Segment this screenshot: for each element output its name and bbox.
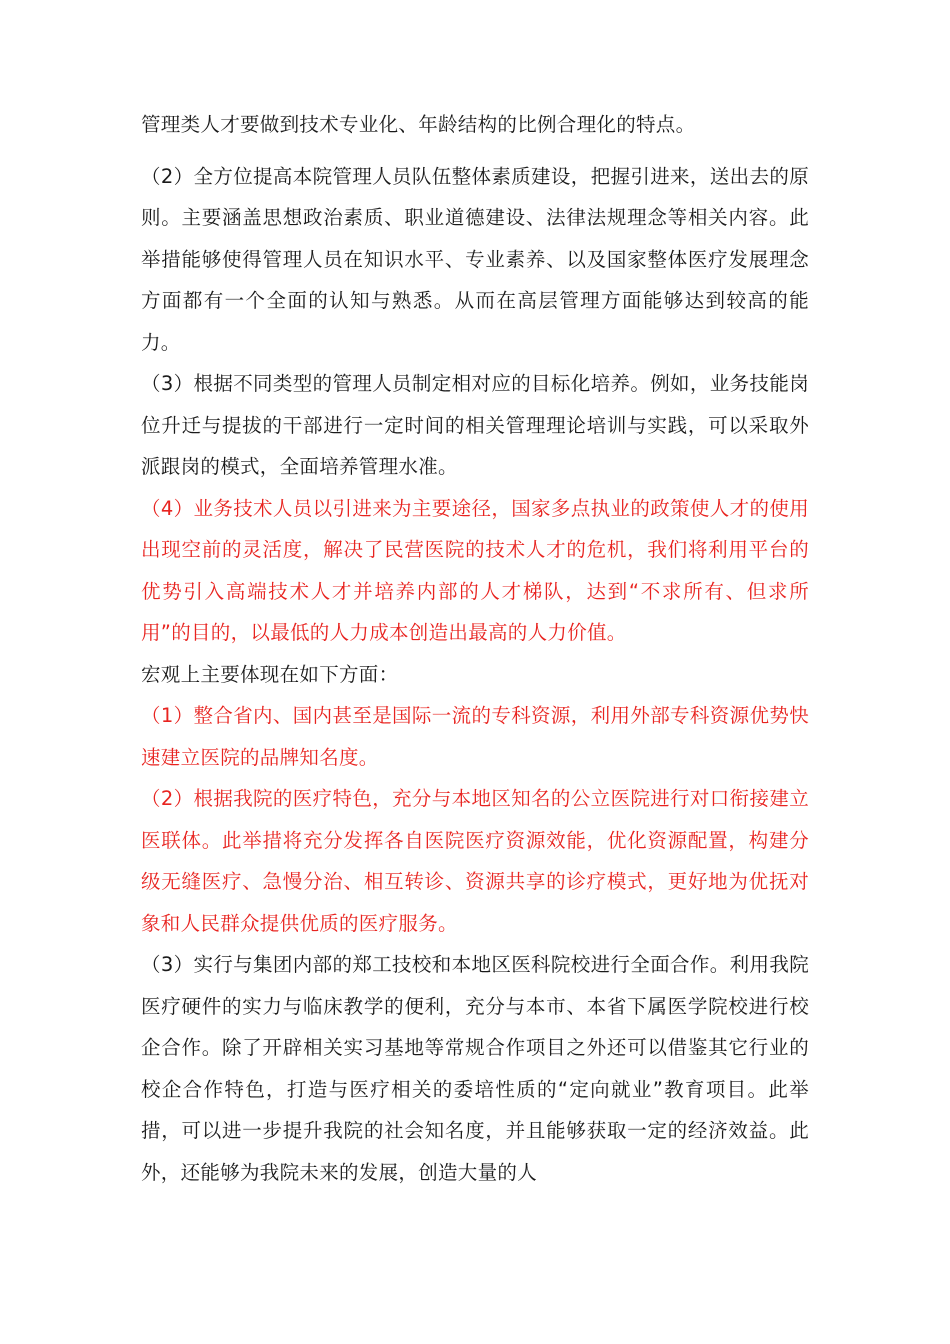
paragraph-macro-heading: 宏观上主要体现在如下方面： bbox=[141, 662, 399, 686]
paragraph-macro-item-2-medical-alliance: （2）根据我院的医疗特色，充分与本地区知名的公立医院进行对口衔接建立医联体。此举措将充分发挥各自医院医疗资源效能，优化资源配置，构建分级无缝医疗、急慢分治、相互转诊、资源共享的诊疗模式，更好地为优抚对象和人民群众提供优质的医疗服务。 bbox=[141, 787, 809, 935]
paragraph-item-4-talent-introduction: （4）业务技术人员以引进来为主要途径，国家多点执业的政策使人才的使用出现空前的灵活度，解决了民营医院的技术人才的危机，我们将利用平台的优势引入高端技术人才并培养内部的人才梯队，达到“不求所有、但求所用”的目的，以最低的人力成本创造出最高的人力价值。 bbox=[141, 496, 809, 644]
paragraph-macro-item-1-specialty-resources: （1）整合省内、国内甚至是国际一流的专科资源，利用外部专科资源优势快速建立医院的品牌知名度。 bbox=[141, 704, 809, 769]
paragraph-gap bbox=[141, 146, 809, 156]
paragraph-intro: 管理类人才要做到技术专业化、年龄结构的比例合理化的特点。 bbox=[141, 113, 696, 136]
paragraph-item-2-management-quality: （2）全方位提高本院管理人员队伍整体素质建设，把握引进来，送出去的原则。主要涵盖思想政治素质、职业道德建设、法律法规理念等相关内容。此举措能够使得管理人员在知识水平、专业素养、以及国家整体医疗发展理念方面都有一个全面的认知与熟悉。从而在高层管理方面能够达到较高的能力。 bbox=[141, 164, 809, 354]
paragraph-macro-item-3-school-cooperation: （3）实行与集团内部的郑工技校和本地区医科院校进行全面合作。利用我院医疗硬件的实力与临床教学的便利，充分与本市、本省下属医学院校进行校企合作。除了开辟相关实习基地等常规合作项目之外还可以借鉴其它行业的校企合作特色，打造与医疗相关的委培性质的“定向就业”教育项目。此举措，可以进一步提升我院的社会知名度，并且能够获取一定的经济效益。此外，还能够为我院未来的发展，创造大量的人 bbox=[141, 953, 809, 1184]
document-body bbox=[141, 104, 809, 1193]
paragraph-item-3-targeted-training: （3）根据不同类型的管理人员制定相对应的目标化培养。例如，业务技能岗位升迁与提拔的干部进行一定时间的相关管理理论培训与实践，可以采取外派跟岗的模式，全面培养管理水准。 bbox=[141, 372, 809, 478]
